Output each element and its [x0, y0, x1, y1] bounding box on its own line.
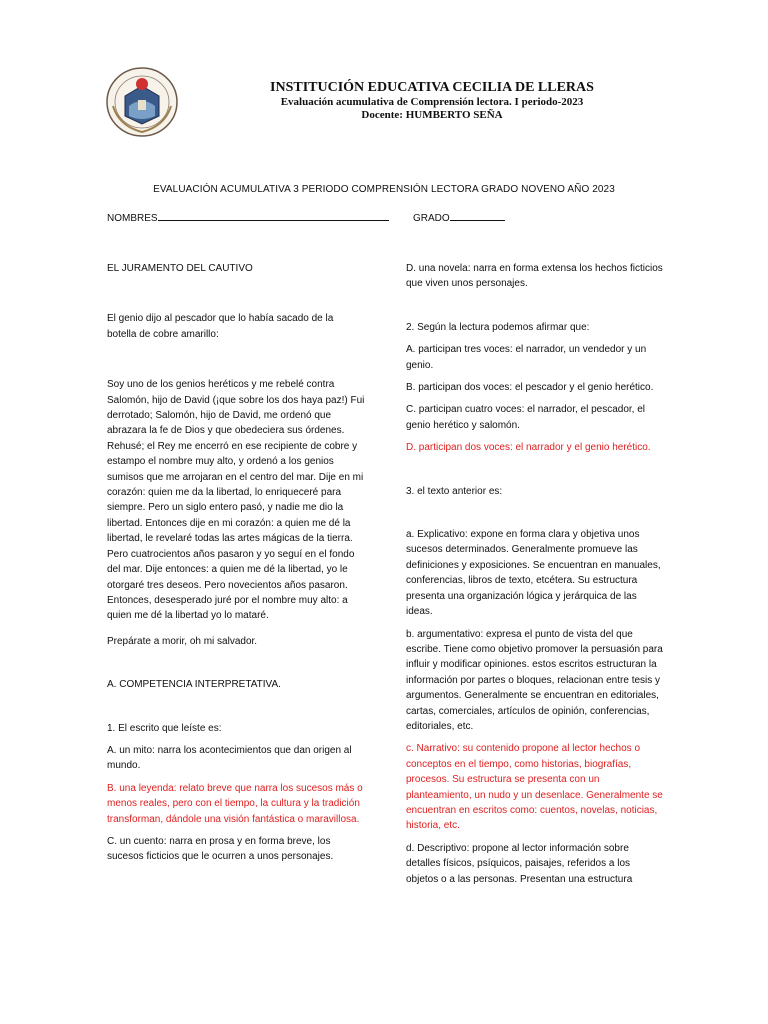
q2-option-d-answer: D. participan dos voces: el narrador y el genio herético. — [406, 442, 651, 454]
name-label: NOMBRES — [107, 213, 158, 224]
q3-option-a: a. Explicativo: expone en forma clara y objetiva unos sucesos determinados. Generalmente promueve las definiciones y exposiciones. Se encuentran en manuales, conferencias, libros de texto, etcétera. Su estructura presenta una organización lógica y jerárquica de las ideas. — [406, 529, 661, 618]
q1-option-b-answer: B. una leyenda: relato breve que narra los sucesos más o menos reales, pero con el tiempo, la cultura y la tradición transforman, dándole una visión fantástica o maravillosa. — [107, 782, 363, 825]
question-2: 2. Según la lectura podemos afirmar que: — [406, 321, 590, 333]
question-1: 1. El escrito que leíste es: — [107, 722, 222, 734]
right-column — [406, 261, 664, 887]
grade-blank-line[interactable] — [450, 210, 505, 221]
story-intro: El genio dijo al pescador que lo había sacado de la botella de cobre amarillo: — [107, 313, 334, 340]
document-title: EVALUACIÓN ACUMULATIVA 3 PERIODO COMPRENSIÓN LECTORA GRADO NOVENO AÑO 2023 — [153, 184, 615, 195]
q1-option-a: A. un mito: narra los acontecimientos que dan origen al mundo. — [107, 744, 352, 772]
q2-option-b: B. participan dos voces: el pescador y el genio herético. — [406, 382, 654, 394]
q3-option-d: d. Descriptivo: propone al lector información sobre detalles físicos, psíquicos, paisajes, referidos a los objetos o a las personas. Presentan una estructura — [406, 842, 633, 885]
question-3: 3. el texto anterior es: — [406, 485, 503, 497]
q2-option-a: A. participan tres voces: el narrador, un vendedor y un genio. — [406, 344, 647, 371]
evaluation-subtitle: Evaluación acumulativa de Comprensión lectora. I periodo-2023 — [280, 96, 584, 108]
q3-option-b: b. argumentativo: expresa el punto de vista del que escribe. Tiene como objetivo promover la persuasión para influir y modificar opiniones. estos escritos estructuran la información por partes o bloques, relacionan entre tesis y argumentos. Generalmente se encuentran en editoriales, cartas, comerciales, artículos de opinión, conferencias, editoriales, etc. — [406, 628, 663, 732]
grade-label: GRADO — [413, 213, 450, 224]
q1-option-d: D. una novela: narra en forma extensa los hechos ficticios que viven unos personajes. — [406, 263, 663, 290]
story-body: Soy uno de los genios heréticos y me rebelé contra Salomón, hijo de David (¡que sobre los dos haya paz!) Fui derrotado; Salomón, hijo de David, me ordenó que abrazara la fe de Dios y que obedeciera sus órdenes. Rehusé; el Rey me encerró en ese recipiente de cobre y estampo el nombre muy alto, y ordenó a los genios sumisos que me arrojaran en el centro del mar. Dije en mi corazón: quien me da la libertad, lo enriqueceré para siempre. Pero un siglo entero pasó, y nadie me dio la libertad. Entonces dije en mi corazón: a quien me dé la libertad, le revelaré todas las artes mágicas de la tierra. Pero cuatrocientos años pasaron y yo seguí en el fondo del mar. Dije entonces: a quien me dé la libertad, yo le otorgaré tres deseos. Pero novecientos años pasaron. Entonces, desesperado juré por el nombre muy alto: a quien me dé la libertad yo lo mataré. — [107, 379, 365, 622]
q2-option-c: C. participan cuatro voces: el narrador, el pescador, el genio herético y salomón. — [406, 404, 646, 431]
q1-option-c: C. un cuento: narra en prosa y en forma breve, los sucesos ficticios que le ocurren a unos personajes. — [107, 835, 334, 863]
grade-field — [413, 210, 505, 224]
section-heading: A. COMPETENCIA INTERPRETATIVA. — [107, 679, 281, 691]
story-closing: Prepárate a morir, oh mi salvador. — [107, 635, 258, 647]
story-title: EL JURAMENTO DEL CAUTIVO — [107, 263, 253, 274]
school-crest-logo — [105, 66, 179, 138]
document-header — [200, 80, 664, 122]
name-field — [107, 210, 389, 224]
left-column — [107, 261, 365, 865]
institution-name: INSTITUCIÓN EDUCATIVA CECILIA DE LLERAS — [270, 80, 594, 95]
q3-option-c-answer: c. Narrativo: su contenido propone al lector hechos o conceptos en el tiempo, como historias, biografías, procesos. Su estructura se presenta con un planteamiento, un nudo y un desenlace. Generalmente se encuentran en escritos como: cuentos, novelas, noticias, historia, etc. — [406, 743, 663, 832]
teacher-name: Docente: HUMBERTO SEÑA — [361, 109, 503, 121]
name-blank-line[interactable] — [158, 210, 389, 221]
